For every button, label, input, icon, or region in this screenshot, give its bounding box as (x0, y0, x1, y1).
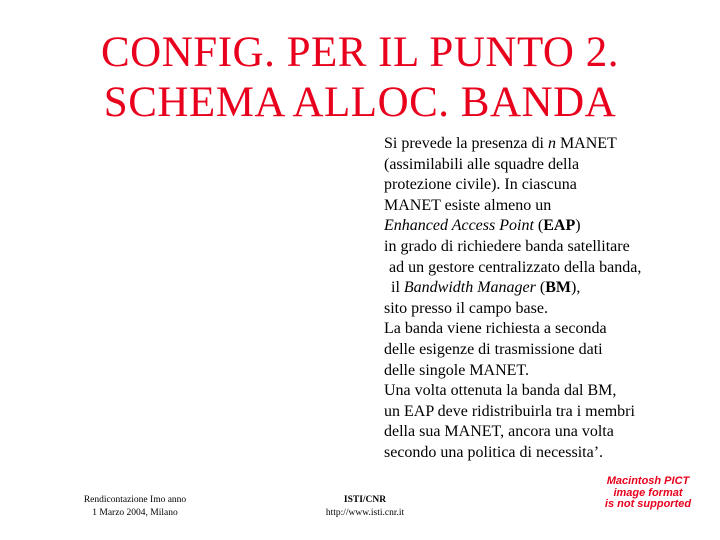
body-line-7: ad un gestore centralizzato della banda, (389, 258, 642, 276)
body-line-5-term: Enhanced Access Point (384, 217, 534, 235)
body-line-8-pre: il (391, 279, 404, 297)
body-line-8-post: ), (571, 279, 581, 297)
body-line-1-pre: Si prevede la presenza di (384, 135, 548, 152)
body-line-14: un EAP deve ridistribuirla tra i membri (384, 402, 635, 420)
slide-title-line-1: CONFIG. PER IL PUNTO 2. (101, 29, 619, 76)
footer-institution-url: http://www.isti.cnr.it (325, 508, 405, 518)
body-line-16: secondo una politica di necessita’. (384, 443, 604, 461)
body-line-1 (384, 134, 714, 155)
body-line-15: della sua MANET, ancora una volta (384, 423, 614, 441)
body-line-8-abbr: BM (545, 279, 571, 297)
body-line-3: protezione civile). In ciascuna (384, 176, 577, 194)
body-line-2: (assimilabili alle squadre della (384, 155, 580, 173)
footer-event (70, 494, 200, 520)
body-line-8-paren-open: ( (535, 279, 546, 297)
slide-title-line-2: SCHEMA ALLOC. BANDA (103, 79, 617, 126)
slide-title (0, 28, 720, 128)
body-line-5-paren-close: ) (575, 217, 581, 235)
body-line-4: MANET esiste almeno un (384, 196, 552, 214)
body-paragraph (384, 134, 714, 464)
body-line-5-abbr: EAP (543, 217, 576, 235)
body-line-12: delle singole MANET. (384, 361, 530, 379)
body-line-8-term: Bandwidth Manager (403, 279, 536, 297)
body-line-1-n: n (547, 135, 556, 152)
body-line-10: La banda viene richiesta a seconda (384, 320, 607, 338)
body-line-13: Una volta ottenuta la banda dal BM, (384, 382, 617, 400)
footer-event-line-1: Rendicontazione Imo anno (83, 495, 187, 505)
body-line-5-paren-open: ( (533, 217, 544, 235)
footer-institution (300, 494, 430, 520)
body-line-6: in grado di richiedere banda satellitare (384, 237, 630, 255)
footer-event-line-2: 1 Marzo 2004, Milano (92, 508, 178, 518)
pict-placeholder-line-2: image format (613, 486, 683, 499)
pict-placeholder (588, 476, 708, 512)
footer-institution-name: ISTI/CNR (343, 495, 387, 505)
pict-placeholder-line-1: Macintosh PICT (606, 475, 690, 487)
body-line-5 (384, 216, 714, 237)
body-line-11: delle esigenze di trasmissione dati (384, 340, 603, 358)
pict-placeholder-line-3: is not supported (604, 498, 692, 510)
body-line-8 (384, 278, 714, 299)
body-line-1-post: MANET (555, 135, 617, 152)
body-line-9: sito presso il campo base. (384, 299, 548, 317)
